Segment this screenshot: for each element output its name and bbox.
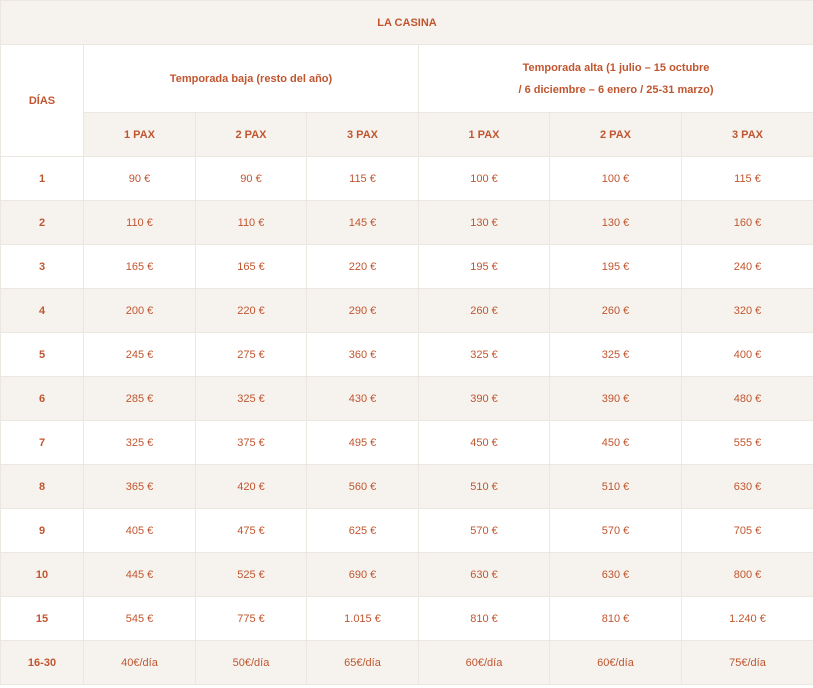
price-cell: 570 € [550,509,682,553]
price-cell: 60€/día [419,641,550,685]
price-cell: 545 € [84,597,196,641]
price-cell: 390 € [419,377,550,421]
price-cell: 260 € [550,289,682,333]
day-cell: 9 [1,509,84,553]
price-cell: 810 € [550,597,682,641]
price-cell: 50€/día [196,641,307,685]
price-cell: 450 € [550,421,682,465]
price-cell: 690 € [307,553,419,597]
price-cell: 320 € [682,289,813,333]
table-row [1,201,813,245]
pax-header: 2 PAX [550,113,682,157]
price-cell: 1.240 € [682,597,813,641]
price-cell: 220 € [307,245,419,289]
price-cell: 555 € [682,421,813,465]
price-cell: 625 € [307,509,419,553]
day-cell: 5 [1,333,84,377]
season-low-header: Temporada baja (resto del año) [84,45,419,113]
table-row [1,421,813,465]
price-cell: 325 € [84,421,196,465]
price-cell: 165 € [196,245,307,289]
price-cell: 400 € [682,333,813,377]
price-cell: 1.015 € [307,597,419,641]
pax-header: 3 PAX [307,113,419,157]
price-cell: 40€/día [84,641,196,685]
table-row [1,377,813,421]
table-title: LA CASINA [1,1,813,45]
price-cell: 510 € [419,465,550,509]
price-cell: 705 € [682,509,813,553]
price-cell: 195 € [419,245,550,289]
table-row [1,157,813,201]
day-cell: 6 [1,377,84,421]
day-cell: 8 [1,465,84,509]
price-cell: 430 € [307,377,419,421]
price-cell: 130 € [419,201,550,245]
price-cell: 475 € [196,509,307,553]
price-cell: 60€/día [550,641,682,685]
price-cell: 130 € [550,201,682,245]
season-high-line-2: / 6 diciembre – 6 enero / 25-31 marzo) [518,83,714,96]
price-cell: 810 € [419,597,550,641]
pax-header: 2 PAX [196,113,307,157]
price-cell: 110 € [84,201,196,245]
pax-header: 1 PAX [419,113,550,157]
price-cell: 65€/día [307,641,419,685]
days-header: DÍAS [1,45,84,157]
day-cell: 2 [1,201,84,245]
price-cell: 405 € [84,509,196,553]
price-cell: 800 € [682,553,813,597]
price-cell: 325 € [550,333,682,377]
price-cell: 390 € [550,377,682,421]
table-row [1,597,813,641]
price-cell: 100 € [419,157,550,201]
price-cell: 245 € [84,333,196,377]
price-cell: 525 € [196,553,307,597]
pax-header: 3 PAX [682,113,813,157]
price-cell: 360 € [307,333,419,377]
price-cell: 90 € [84,157,196,201]
table-row [1,465,813,509]
price-cell: 195 € [550,245,682,289]
day-cell: 15 [1,597,84,641]
price-cell: 115 € [682,157,813,201]
price-cell: 375 € [196,421,307,465]
price-cell: 630 € [682,465,813,509]
price-cell: 420 € [196,465,307,509]
price-cell: 560 € [307,465,419,509]
pax-header: 1 PAX [84,113,196,157]
price-cell: 325 € [419,333,550,377]
price-cell: 110 € [196,201,307,245]
day-cell: 1 [1,157,84,201]
day-cell: 10 [1,553,84,597]
price-cell: 510 € [550,465,682,509]
table-row [1,509,813,553]
price-cell: 285 € [84,377,196,421]
table-row [1,553,813,597]
table-row [1,333,813,377]
price-cell: 630 € [550,553,682,597]
price-cell: 220 € [196,289,307,333]
price-cell: 290 € [307,289,419,333]
price-cell: 775 € [196,597,307,641]
price-cell: 325 € [196,377,307,421]
table-row [1,289,813,333]
price-cell: 160 € [682,201,813,245]
price-cell: 570 € [419,509,550,553]
price-cell: 200 € [84,289,196,333]
price-cell: 630 € [419,553,550,597]
price-cell: 480 € [682,377,813,421]
day-cell: 16-30 [1,641,84,685]
table-row [1,245,813,289]
price-cell: 75€/día [682,641,813,685]
day-cell: 7 [1,421,84,465]
day-cell: 4 [1,289,84,333]
season-high-header [419,45,813,113]
price-cell: 115 € [307,157,419,201]
price-cell: 260 € [419,289,550,333]
price-cell: 145 € [307,201,419,245]
price-cell: 165 € [84,245,196,289]
price-cell: 495 € [307,421,419,465]
price-cell: 90 € [196,157,307,201]
season-high-line-1: Temporada alta (1 julio – 15 octubre [522,61,710,74]
price-cell: 100 € [550,157,682,201]
price-cell: 445 € [84,553,196,597]
price-cell: 240 € [682,245,813,289]
price-cell: 365 € [84,465,196,509]
price-cell: 450 € [419,421,550,465]
day-cell: 3 [1,245,84,289]
table-row [1,641,813,685]
price-cell: 275 € [196,333,307,377]
